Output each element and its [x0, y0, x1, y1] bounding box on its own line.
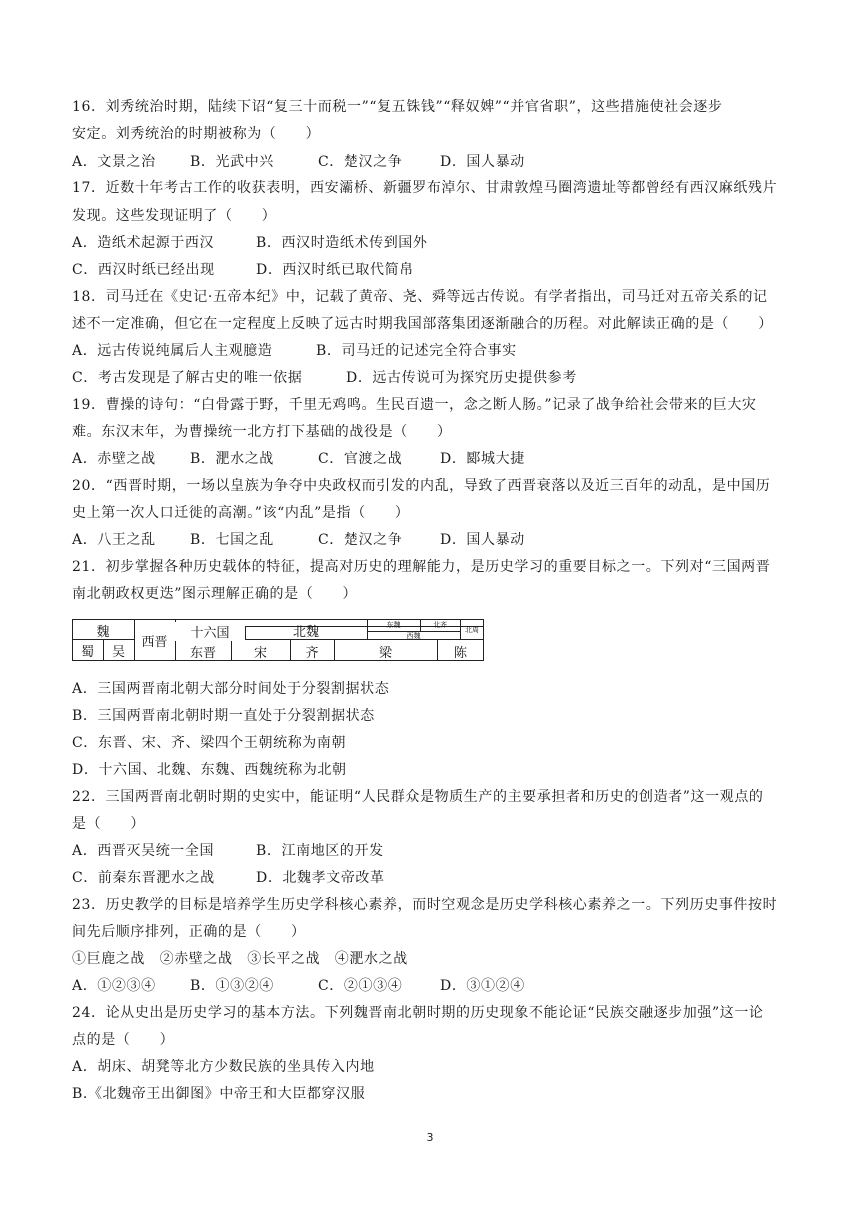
timeline-dongwei: 东魏 — [386, 621, 401, 629]
q19-option-b[interactable]: B．淝水之战 — [190, 451, 274, 467]
timeline-qi: 齐 — [305, 646, 319, 661]
page-number: 3 — [426, 1131, 434, 1144]
timeline-liang: 梁 — [378, 646, 392, 661]
q16-option-d[interactable]: D．国人暴动 — [440, 154, 525, 170]
q17-option-d[interactable]: D．西汉时纸已取代简帛 — [256, 262, 414, 278]
q22-option-b[interactable]: B．江南地区的开发 — [256, 843, 384, 859]
q18-stem-line-2: 述不一定准确，但它在一定程度上反映了远古时期我国部落集团逐渐融合的历程。对此解读正确的是（ ） — [72, 316, 773, 332]
q24-stem-line-1: 24．论从史出是历史学习的基本方法。下列魏晋南北朝时期的历史现象不能论证“民族交融逐步加强”这一论 — [72, 1005, 764, 1021]
q16-option-b[interactable]: B．光武中兴 — [190, 154, 274, 170]
timeline-shu: 蜀 — [80, 645, 94, 660]
q24-stem-line-2: 点的是（ ） — [72, 1032, 175, 1048]
q23-stem-line-2: 间先后顺序排列，正确的是（ ） — [72, 924, 306, 940]
q22-option-a[interactable]: A．西晋灭吴统一全国 — [72, 843, 215, 859]
q21-option-b[interactable]: B．三国两晋南北朝时期一直处于分裂割据状态 — [72, 708, 375, 724]
q20-option-c[interactable]: C．楚汉之争 — [318, 532, 403, 548]
timeline-beiwei: 北魏 — [292, 625, 319, 640]
q16-option-a[interactable]: A．文景之治 — [72, 154, 156, 170]
q22-stem-line-1: 22．三国两晋南北朝时期的史实中，能证明“人民群众是物质生产的主要承担者和历史的创造者”这一观点的 — [72, 789, 764, 805]
q21-stem-line-2: 南北朝政权更迭”图示理解正确的是（ ） — [72, 586, 358, 602]
q17-option-b[interactable]: B．西汉时造纸术传到国外 — [256, 235, 428, 251]
q21-option-d[interactable]: D．十六国、北魏、东魏、西魏统称为北朝 — [72, 762, 347, 778]
q22-option-d[interactable]: D．北魏孝文帝改革 — [256, 870, 385, 886]
dynasty-timeline-figure — [72, 619, 484, 661]
q23-option-a[interactable]: A．①②③④ — [72, 978, 156, 994]
q19-option-c[interactable]: C．官渡之战 — [318, 451, 403, 467]
q23-events-list: ①巨鹿之战 ②赤壁之战 ③长平之战 ④淝水之战 — [72, 951, 408, 967]
timeline-beizhou: 北周 — [465, 626, 479, 634]
q16-stem-line-2: 安定。刘秀统治的时期被称为（ ） — [72, 126, 321, 142]
timeline-wu: 吴 — [111, 645, 125, 660]
timeline-chen: 陈 — [453, 646, 467, 661]
q20-option-a[interactable]: A．八王之乱 — [72, 532, 156, 548]
q23-stem-line-1: 23．历史教学的目标是培养学生历史学科核心素养，而时空观念是历史学科核心素养之一。下列历史事件按时 — [72, 897, 778, 913]
q21-option-a[interactable]: A．三国两晋南北朝大部分时间处于分裂割据状态 — [72, 681, 390, 697]
q23-option-c[interactable]: C．②①③④ — [318, 978, 403, 994]
q18-option-c[interactable]: C．考古发现是了解古史的唯一依据 — [72, 370, 303, 386]
timeline-xiwei: 西魏 — [406, 632, 421, 640]
q19-stem-line-1: 19．曹操的诗句：“白骨露于野，千里无鸡鸣。生民百遗一，念之断人肠。”记录了战争给社会带来的巨大灾 — [72, 397, 757, 413]
q20-option-d[interactable]: D．国人暴动 — [440, 532, 525, 548]
timeline-wei: 魏 — [96, 625, 110, 640]
q17-option-a[interactable]: A．造纸术起源于西汉 — [72, 235, 215, 251]
q19-stem-line-2: 难。东汉末年，为曹操统一北方打下基础的战役是（ ） — [72, 424, 452, 440]
q16-option-c[interactable]: C．楚汉之争 — [318, 154, 403, 170]
timeline-dongjin: 东晋 — [189, 646, 216, 661]
q22-option-c[interactable]: C．前秦东晋淝水之战 — [72, 870, 215, 886]
q24-option-b[interactable]: B.《北魏帝王出御图》中帝王和大臣都穿汉服 — [72, 1086, 366, 1102]
timeline-song: 宋 — [253, 646, 267, 661]
q18-option-b[interactable]: B．司马迁的记述完全符合事实 — [316, 343, 517, 359]
q20-option-b[interactable]: B．七国之乱 — [190, 532, 274, 548]
q23-option-d[interactable]: D．③①②④ — [440, 978, 525, 994]
q21-option-c[interactable]: C．东晋、宋、齐、梁四个王朝统称为南朝 — [72, 735, 347, 751]
q17-stem-line-2: 发现。这些发现证明了（ ） — [72, 208, 277, 224]
q19-option-d[interactable]: D．郾城大捷 — [440, 451, 525, 467]
timeline-beiqi: 北齐 — [433, 621, 447, 629]
q22-stem-line-2: 是（ ） — [72, 816, 145, 832]
q21-stem-line-1: 21．初步掌握各种历史载体的特征，提高对历史的理解能力，是历史学习的重要目标之一。下列对“三国两晋 — [72, 559, 771, 575]
q16-stem-line-1: 16．刘秀统治时期，陆续下诏“复三十而税一”“复五铢钱”“释奴婢”“并官省职”，这些措施使社会逐步 — [72, 99, 723, 115]
q23-option-b[interactable]: B．①③②④ — [190, 978, 274, 994]
timeline-shiliuguo: 十六国 — [175, 622, 245, 641]
q24-option-a[interactable]: A．胡床、胡凳等北方少数民族的坐具传入内地 — [72, 1059, 375, 1075]
q18-option-d[interactable]: D．远古传说可为探究历史提供参考 — [346, 370, 577, 386]
q18-option-a[interactable]: A．远古传说纯属后人主观臆造 — [72, 343, 273, 359]
q20-stem-line-1: 20．“西晋时期，一场以皇族为争夺中央政权而引发的内乱，导致了西晋衰落以及近三百年的动乱，是中国历 — [72, 478, 771, 494]
timeline-xijin: 西晋 — [141, 635, 168, 650]
q17-stem-line-1: 17．近数十年考古工作的收获表明，西安灞桥、新疆罗布淖尔、甘肃敦煌马圈湾遗址等都曾经有西汉麻纸残片 — [72, 180, 778, 196]
q17-option-c[interactable]: C．西汉时纸已经出现 — [72, 262, 215, 278]
q20-stem-line-2: 史上第一次人口迁徙的高潮。”该“内乱”是指（ ） — [72, 505, 410, 521]
q19-option-a[interactable]: A．赤壁之战 — [72, 451, 156, 467]
q18-stem-line-1: 18．司马迁在《史记·五帝本纪》中，记载了黄帝、尧、舜等远古传说。有学者指出，司马迁对五帝关系的记 — [72, 289, 768, 305]
